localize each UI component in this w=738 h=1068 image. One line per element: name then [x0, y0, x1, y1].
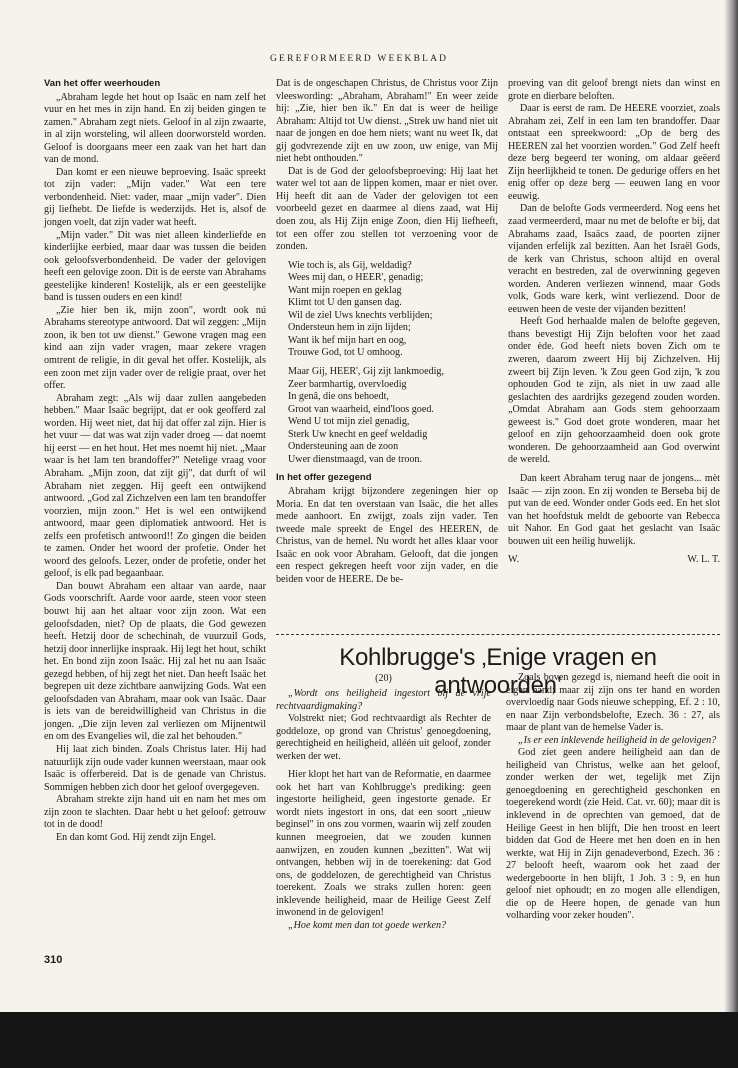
paragraph: Dan komt er een nieuwe beproeving. Isaäc spreekt tot zijn vader: „Mijn vader." Wat een tere verbondenheid. Niet: vader, maar „mijn vader". Dien gij liefhebt. De liefde is wederzijds. Het is, alsof de jongen voelt, dat zijn vader wat heeft.: [44, 166, 266, 229]
paragraph: Abraham krijgt bijzondere zegeningen hier op Moria. En dat ten overstaan van Isaäc, die het alles mede aanhoort. En zwijgt, zoals zijn vader. Ten tweede male spreekt de Engel des HEEREN, de Christus, van de hemel. Nu wordt het alles klaar voor Isaäc en ook voor Abraham. Gelooft, dat die jongen een respect gekregen heeft voor zijn vader, en die beiden voor de HEERE. De be-: [276, 485, 498, 585]
paragraph: Abraham zegt: „Als wij daar zullen aangebeden hebben." Maar Isaäc begrijpt, dat er ook geofferd zal worden. Hij weet niet, dat hij dat offer zal zijn. Hier is het vuur — dat was wat zijn vader droeg — dat noemt hij eerst — en het hout. Het mes noemt hij niet. „Maar waar is het lam ten brandoffer?" Netelige vraag voor Abraham. „Mijn zoon, dat zijt gij", dat durft of wil Abraham niet zeggen. Hij geeft een ontwijkend antwoord. „God zal Zichzelven een lam ten brandoffer voorzien, mijn zoon." Het is wel een ontwijkend antwoord, maar geen diplomatiek antwoord. Het is zelfs een profetisch antwoord!! Zo gingen die beiden te zamen. Onder het woord der profetie. Onder het woord des geloofs. Lezer, onder de profetie, onder het geloof, is elk pad begaanbaar.: [44, 392, 266, 580]
question: „Is er een inklevende heiligheid in de gelovigen?: [518, 734, 717, 746]
poem-line: Uwer dienstmaagd, van de troon.: [288, 453, 422, 465]
paragraph: Hier klopt het hart van de Reformatie, en daarmee ook het hart van Kohlbrugge's prediking: geen ingestorte heiligheid, geen ingestorte genade. Er wordt niets ingestort in ons, dat een soort „nieuw beginsel" in ons zou vormen, waarin wij zelf zouden kunnen meegroeien, dat we zouden kunnen aanwijzen, en zouden kunnen „bezitten". Wat wij ontvangen, hebben wij in de toerekening: dat God ons, de goddelozen, de gerechtigheid van Christus toerekent. Zoals we straks zullen horen: geen inklevende heiligheid, maar de Heilige Geest Zelf inwonend in de gelovigen!: [276, 769, 491, 919]
paragraph: En dan komt God. Hij zendt zijn Engel.: [56, 831, 217, 843]
paragraph: „Abraham legde het hout op Isaäc en nam zelf het vuur en het mes in zijn hand. En zij beiden gingen te zamen." Abraham zegt niets. Geloof in al zijn zwaarte, in al zijn worsteling, wil alleen doorworsteld worden. Geloof is doorgaans meer een zaak van het hart dan van de mond.: [44, 91, 266, 166]
article-number: (20): [375, 673, 392, 684]
signature: [508, 554, 720, 567]
column-5: [506, 672, 720, 923]
paragraph: Volstrekt niet; God rechtvaardigt als Rechter de goddeloze, op grond van Christus' genoegdoening, gerechtigheid en heiligheid, alléén uit geloof, zonder werken der wet.: [276, 713, 491, 762]
poem-line: Zeer barmhartig, overvloedig: [288, 378, 407, 390]
question: „Hoe komt men dan tot goede werken?: [288, 919, 447, 931]
poem-line: Groot van waarheid, eind'loos goed.: [288, 403, 434, 415]
paragraph: Hij laat zich binden. Zoals Christus later. Hij had natuurlijk zijn oude vader kunnen weerstaan, maar ook Isaäc is offerbereid. Dat is de genade van Christus. Sommigen hebben zich door het geloof overgegeven.: [44, 743, 266, 793]
paragraph: proeving van dit geloof brengt niets dan winst en grote en dierbare beloften.: [508, 78, 720, 102]
section-heading: In het offer gezegend: [276, 472, 372, 484]
signature-right: W. L. T.: [687, 554, 720, 566]
poem-line: Ondersteun hem in zijn lijden;: [288, 322, 411, 334]
divider: [276, 634, 720, 635]
poem-line: Klimt tot U den gansen dag.: [288, 297, 402, 309]
paragraph: Heeft God herhaalde malen de belofte gegeven, thans bevestigt Hij Zijn beloften voor het zaad onder ède. God heeft niets boven Zich om te zweren, daarom zweert Hij bij Zichzelven. Hij zweert bij Zijn leven. 'k Zou geen God zijn, 'k zou ophouden God te zijn, als niet in uw zaad alle geslachten des aardrijks gezegend zouden worden. „Omdat Abraham aan Gods stem gehoorzaam geweest is." God doet grote wonderen, maar het geloof en zijn gehoorzaamheid doen ook grote wonderen. De gehoorzaamheid aan God overwint de wereld.: [508, 316, 720, 466]
paragraph: „Mijn vader." Dit was niet alleen kinderliefde en kinderlijke eerbied, maar daar was tussen die beiden ook geloofsverbondenheid. De vader der gelovigen heeft een gelovige zoon. Dit is de eerste van Abrahams geestelijke kinderen! Kostelijk, als er een geestelijke band is tussen ouders en een kind!: [44, 229, 266, 304]
paragraph: Dat is de ongeschapen Christus, de Christus voor Zijn vleeswording: „Abraham, Abraham!" En weer zeide hij: „Zie, hier ben ik." En dat is weer de heilige Abraham: Altijd tot Uw dienst. „Strek uw hand niet uit naar de jongen en doe hem niets; want nu weet Ik, dat gij godvrezende zijt en uw zoon, uw enige, van Mij niet hebt onthouden.": [276, 78, 498, 165]
psalm-verse-2: [288, 366, 498, 466]
poem-line: Sterk Uw knecht en geef weldadig: [288, 428, 428, 440]
paragraph: God ziet geen andere heiligheid aan dan de heiligheid van Christus, welke aan het geloof, zonder werken der wet, tegelijk met Zijn genoegdoening en gerechtigheid geschonken en toegerekend wordt (zie Heid. Cat. vr. 60); maar dit is inklevend in de oprechten van gemoed, dat de Heilige Geest in hen blijft, Die hen troost en leert bidden dat God de Heere met hen doen en in hen werkte, wat Hij in Zijn genadeverbond, Ezech. 36 : 27 belooft heeft, waarom ook het zaad der wedergeboorte in hen blijft, 1 Joh. 3 : 9, en hun geloof niet ophoudt; en zo mogen alle ellendigen, die op de Heere hopen, de genade van hun volharding voor zeker houden".: [506, 747, 720, 922]
page-number: 310: [44, 954, 63, 966]
paragraph: Dat is de God der geloofsbeproeving: Hij laat het water wel tot aan de lippen komen, maar er niet over. Hij heeft dit aan de Vader der gelovigen tot een voorbeeld gezet en daarmee al diens zaad, wat Hij doen zou, als Hij Zijn enige Zoon, dien Hij liefheeft, tot een offer zou stellen tot verzoening voor de zonden.: [276, 165, 498, 253]
poem-line: Ondersteuning aan de zoon: [288, 441, 399, 453]
poem-line: Want mijn roepen en geklag: [288, 284, 402, 296]
poem-line: Trouwe God, tot U omhoog.: [288, 347, 403, 359]
article-title: Kohlbrugge's ‚Enige vragen en antwoorden‛: [339, 644, 657, 699]
column-4: [276, 688, 491, 932]
psalm-verse-1: [288, 260, 498, 360]
paragraph: Dan bouwt Abraham een altaar van aarde, naar Gods voorschrift. Aarde voor aarde, steen voor steen bouwt hij aan het altaar voor zijn zoon. Wat een geloofsdaden, niet? Op de plaats, die God gewezen heeft. Hetzij door de schechinah, de vuurzuil Gods, hetzij door innerlijke inspraak. Hij legt het hout, schikt het. En bond zijn zoon Isaäc. Hij zal het nu aan Isaäc gezegd hebben, of hij zegt het niet. Dan heeft Isaäc het begrepen uit deze zichtbare aanwijzing Gods. Wat een geloofsdaden van Abraham, maar ook van Isaäc. Daar is iets van de bereidwilligheid van Christus in die jongen. „Die zijn leven zal verliezen om Mijnentwil en om des Evangelies wil, die zal het behouden.": [44, 580, 266, 743]
poem-line: Wil de ziel Uws knechts verblijden;: [288, 309, 433, 321]
poem-line: In genâ, die ons behoedt,: [288, 391, 389, 403]
signature-left: W.: [508, 554, 520, 566]
poem-line: Wend U tot mijn ziel genadig,: [288, 416, 410, 428]
poem-line: Wie toch is, als Gij, weldadig?: [288, 259, 412, 271]
running-header: GEREFORMEERD WEEKBLAD: [270, 54, 449, 64]
column-3: [508, 78, 720, 567]
paragraph: Abraham strekte zijn hand uit en nam het mes om zijn zoon te slachten. Daar hebt u het geloof: getrouw tot in de dood!: [44, 794, 266, 831]
page-edge-shadow: [724, 0, 738, 1068]
paragraph: Daar is eerst de ram. De HEERE voorziet, zoals Abraham zei, Zelf in een lam ten brandoffer. Daar ontstaat een spreekwoord: „Op de berg des HEEREN zal het voorzien worden." God Zelf heeft deze berg begeerd ter woning, om aldaar geëerd Zijn heerlijkheid te tonen. De gedurige offers en het enig offer op deze berg — eeuwen lang en voor eeuwig.: [508, 103, 720, 202]
poem-line: Want ik hef mijn hart en oog,: [288, 334, 407, 346]
paragraph: Dan keert Abraham terug naar de jongens... mèt Isaäc — zijn zoon. En zij wonden te Berseba bij de put van de eed. Wonder onder Gods eed. En het slot van het hoofdstuk meldt de geboorte van Rebecca uit Nahor. En God gaat het geslacht van Isaäc bouwen uit een heilig huwelijk.: [508, 472, 720, 547]
poem-line: Wees mij dan, o HEER', genadig;: [288, 272, 424, 284]
column-2: [276, 78, 498, 586]
section-heading: Van het offer weerhouden: [44, 78, 161, 89]
question: „Wordt ons heiligheid ingestort bij de vrije rechtvaardigmaking?: [276, 688, 491, 712]
poem-line: Maar Gij, HEER', Gij zijt lankmoedig,: [288, 366, 444, 378]
paragraph: Dan de belofte Gods vermeerderd. Nog eens het zaad vermeerderd, maar nu met de belofte er bij, dat Abrahams zaad, Isaäcs zaad, de poorten zijner vijanden erfelijk zal bezitten. Aan het Israël Gods, de kerk van Christus, schoon altijd en overal veracht en bestreden, zal de overwinning gegeven worden. Anderen verliezen winnend, maar Gods volk, Gods ware kerk, wint verliezend. Door de eeuwen heen de veste der vijanden bezitten!: [508, 203, 720, 315]
paragraph: Zoals boven gezegd is, niemand heeft die ooit in eigen hand; maar zij zijn ons ter hand en worden overvloedig naar Gods nieuwe schepping, Ef. 2 : 10, en naar Zijn verbondsbelofte, Ezech. 36 : 27, als maar de plant van de hemelse Vader is.: [506, 672, 720, 734]
paragraph: „Zie hier ben ik, mijn zoon", wordt ook nú Abrahams stereotype antwoord. Dat wil zeggen: „Mijn zoon, ik ben tot uw dienst." Gewone vragen mag een kind aan zijn vader vragen, maar zekere vragen omtrent de religie, in dit geval het offer. Kostelijk, als een zoon met zijn vader over de religie praat, over het offer.: [44, 304, 266, 392]
scan-border: [0, 1012, 738, 1068]
column-1: [44, 78, 266, 844]
